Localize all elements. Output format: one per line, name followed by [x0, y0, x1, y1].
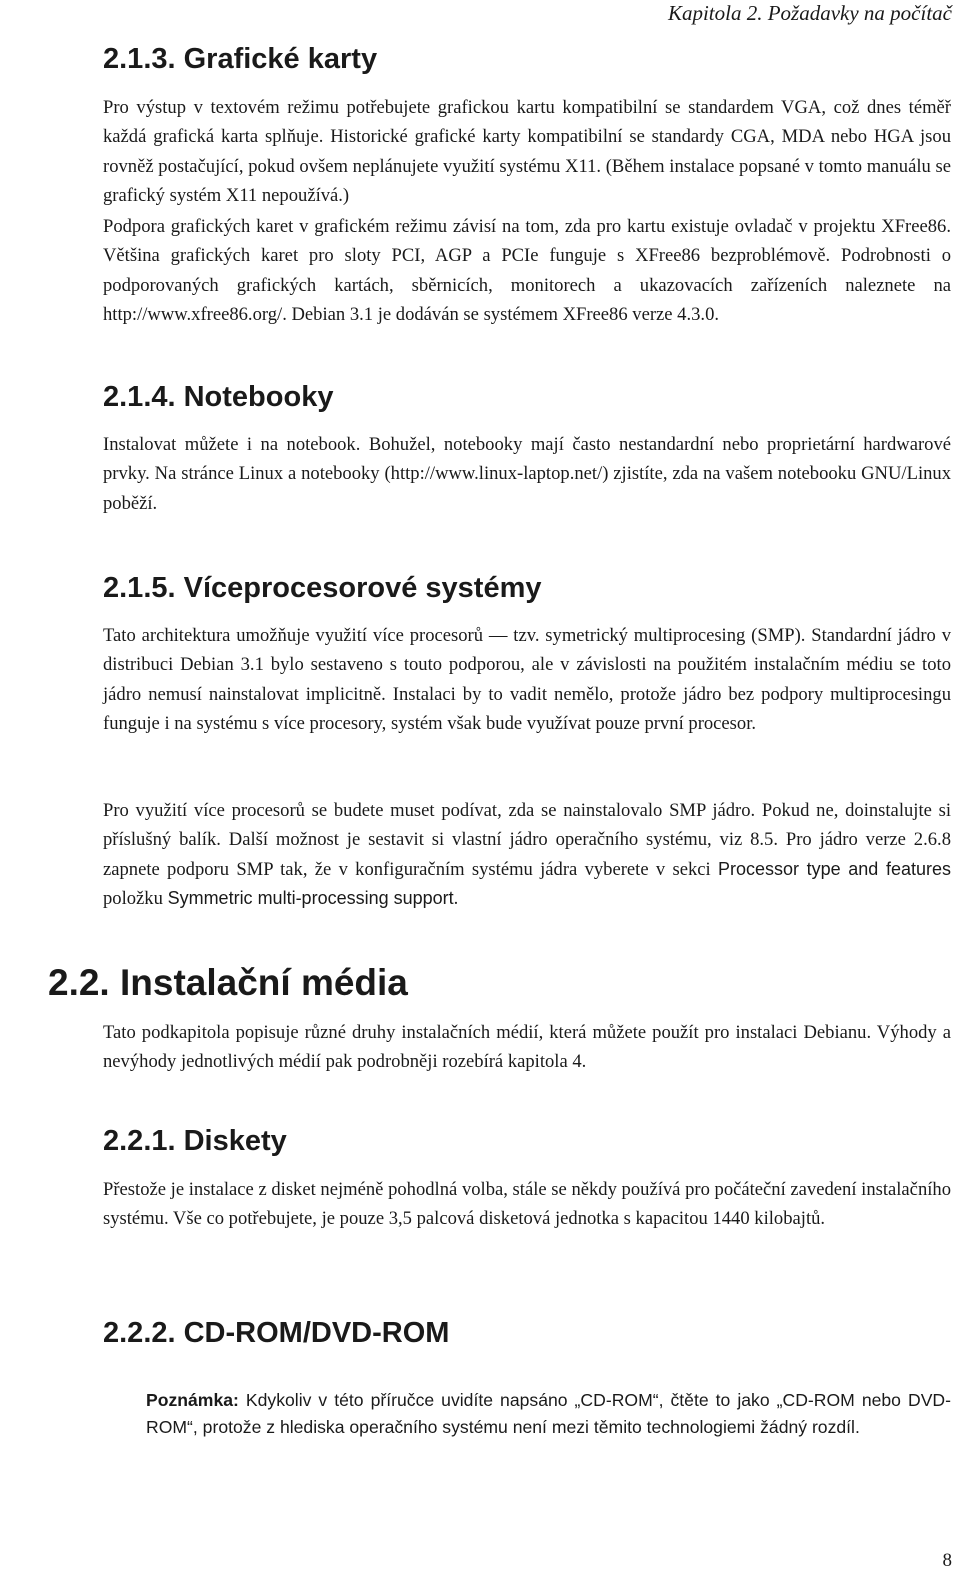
- note-text: Kdykoliv v této příručce uvidíte napsáno „CD-ROM“, čtěte to jako „CD-ROM nebo DVD-ROM“, protože z hlediska operačního systému není mezi těmito technologiemi žádný rozdíl.: [146, 1390, 951, 1437]
- menu-smp-support: Symmetric multi-processing support: [167, 887, 454, 908]
- paragraph-smp-2: [103, 796, 951, 913]
- paragraph-media-1: Tato podkapitola popisuje různé druhy instalačních médií, která můžete použít pro instalaci Debianu. Výhody a nevýhody jednotlivých médií pak podrobněji rozebírá kapitola 4.: [103, 1022, 951, 1073]
- paragraph-notebooks-1: Instalovat můžete i na notebook. Bohužel, notebooky mají často nestandardní nebo proprietární hardwarové prvky. Na stránce Linux a notebooky (http://www.linux-laptop.net/) zjistíte, zda na vašem notebooku GNU/Linux poběží.: [103, 434, 951, 514]
- paragraph-smp-2-text-c: .: [453, 887, 459, 909]
- menu-processor-type: Processor type and features: [717, 858, 951, 879]
- paragraph-graphics-1: Pro výstup v textovém režimu potřebujete grafickou kartu kompatibilní se standardem VGA, což dnes téměř každá grafická karta splňuje. Historické grafické karty kompatibilní se standardy CGA, MDA nebo HGA jsou rovněž postačující, pokud ovšem neplánujete využití systému X11. (Během instalace popsané v tomto manuálu se grafický systém X11 nepoužívá.): [103, 97, 951, 206]
- note-cdrom: [146, 1387, 951, 1440]
- paragraph-smp-2-text-b: položku: [103, 887, 168, 909]
- section-title-graphics-cards: 2.1.3. Grafické karty: [103, 43, 378, 75]
- running-header: Kapitola 2. Požadavky na počítač: [667, 1, 952, 25]
- section-title-smp: 2.1.5. Víceprocesorové systémy: [103, 572, 542, 604]
- section-title-floppy: 2.2.1. Diskety: [103, 1125, 287, 1157]
- section-title-cdrom: 2.2.2. CD-ROM/DVD-ROM: [103, 1317, 450, 1349]
- page-number: 8: [942, 1550, 952, 1571]
- paragraph-smp-2-text-a: Pro využití více procesorů se budete muset podívat, zda se nainstalovalo SMP jádro. Pokud ne, doinstalujte si příslušný balík. Další možnost je sestavit si vlastní jádro operačního systému, viz 8.5. Pro jádro verze 2.6.8 zapnete podporu SMP tak, že v konfiguračním systému jádra vyberete v sekci: [103, 800, 951, 880]
- paragraph-smp-1: Tato architektura umožňuje využití více procesorů — tzv. symetrický multiprocesing (SMP). Standardní jádro v distribuci Debian 3.1 bylo sestaveno s touto podporou, ale v závislosti na použitém instalačním médiu se toto jádro nemusí nainstalovat implicitně. Instalaci by to vadit nemělo, protože jádro bez podpory multiprocesingu funguje i na systému s více procesory, systém však bude využívat pouze první procesor.: [103, 625, 951, 734]
- section-title-install-media: 2.2. Instalační média: [48, 962, 408, 1003]
- paragraph-floppy-1: Přestože je instalace z disket nejméně pohodlná volba, stále se někdy používá pro počáteční zavedení instalačního systému. Vše co potřebujete, je pouze 3,5 palcová disketová jednotka s kapacitou 1440 kilobajtů.: [103, 1179, 951, 1230]
- note-label: Poznámka:: [146, 1390, 239, 1410]
- section-title-notebooks: 2.1.4. Notebooky: [103, 381, 334, 413]
- paragraph-graphics-2: Podpora grafických karet v grafickém režimu závisí na tom, zda pro kartu existuje ovladač v projektu XFree86. Většina grafických karet pro sloty PCI, AGP a PCIe funguje s XFree86 bezproblémově. Podrobnosti o podporovaných grafických kartách, sběrnicích, monitorech a ukazovacích zařízeních naleznete na http://www.xfree86.org/. Debian 3.1 je dodáván se systémem XFree86 verze 4.3.0.: [103, 216, 951, 325]
